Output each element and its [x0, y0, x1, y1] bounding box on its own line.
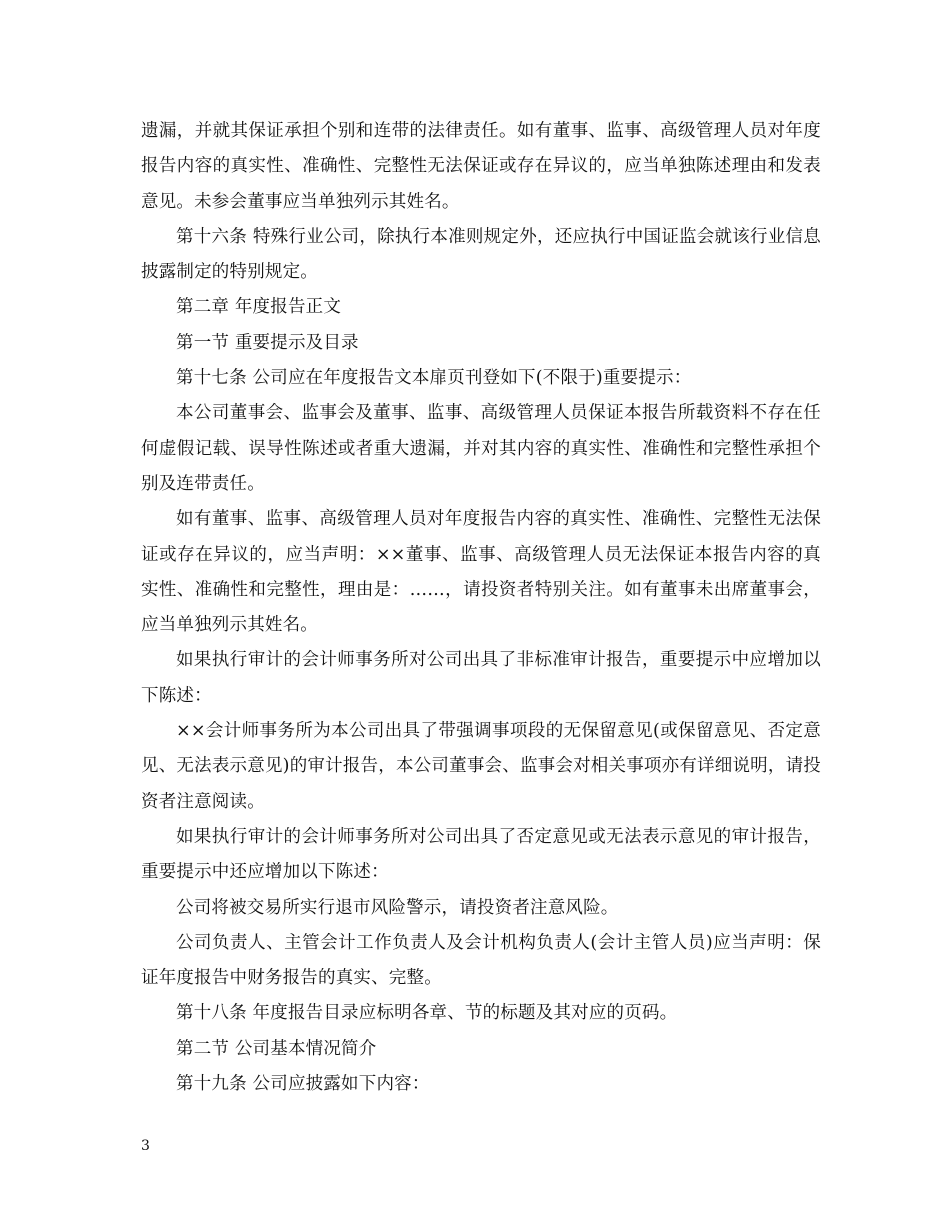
- chapter-heading: 第二章 年度报告正文: [176, 297, 342, 318]
- section-heading: 第二节 公司基本情况简介: [176, 1038, 377, 1059]
- paragraph-notice-delisting: 公司将被交易所实行退市风险警示，请投资者注意风险。: [176, 897, 619, 918]
- paragraph-article-19: 第十九条 公司应披露如下内容：: [176, 1074, 430, 1095]
- paragraph-notice-board: 本公司董事会、监事会及董事、监事、高级管理人员保证本报告所载资料不存在任何虚假记载、误导性陈述或者重大遗漏，并对其内容的真实性、准确性和完整性承担个别及连带责任。: [141, 403, 821, 494]
- paragraph-article-18: 第十八条 年度报告目录应标明各章、节的标题及其对应的页码。: [176, 1003, 678, 1024]
- document-body: [141, 114, 821, 1102]
- paragraph-article-16: 第十六条 特殊行业公司，除执行本准则规定外，还应执行中国证监会就该行业信息披露制定的特别规定。: [141, 226, 821, 283]
- paragraph-continuation: 遗漏，并就其保证承担个别和连带的法律责任。如有董事、监事、高级管理人员对年度报告内容的真实性、准确性、完整性无法保证或存在异议的，应当单独陈述理由和发表意见。未参会董事应当单独列示其姓名。: [141, 121, 821, 212]
- page-number: 3: [141, 1138, 150, 1154]
- paragraph-notice-finance: 公司负责人、主管会计工作负责人及会计机构负责人(会计主管人员)应当声明：保证年度报告中财务报告的真实、完整。: [141, 932, 821, 989]
- paragraph-notice-auditor: ××会计师事务所为本公司出具了带强调事项段的无保留意见(或保留意见、否定意见、无法表示意见)的审计报告，本公司董事会、监事会对相关事项亦有详细说明，请投资者注意阅读。: [141, 721, 821, 812]
- paragraph-notice-dissent: 如有董事、监事、高级管理人员对年度报告内容的真实性、准确性、完整性无法保证或存在异议的，应当声明：××董事、监事、高级管理人员无法保证本报告内容的真实性、准确性和完整性，理由是：……，请投资者特别关注。如有董事未出席董事会，应当单独列示其姓名。: [141, 509, 821, 636]
- paragraph-notice-adverse: 如果执行审计的会计师事务所对公司出具了否定意见或无法表示意见的审计报告，重要提示中还应增加以下陈述：: [141, 826, 821, 883]
- paragraph-notice-nonstandard: 如果执行审计的会计师事务所对公司出具了非标准审计报告，重要提示中应增加以下陈述：: [141, 650, 821, 706]
- section-heading: 第一节 重要提示及目录: [176, 332, 359, 353]
- paragraph-article-17: 第十七条 公司应在年度报告文本扉页刊登如下(不限于)重要提示：: [176, 368, 692, 389]
